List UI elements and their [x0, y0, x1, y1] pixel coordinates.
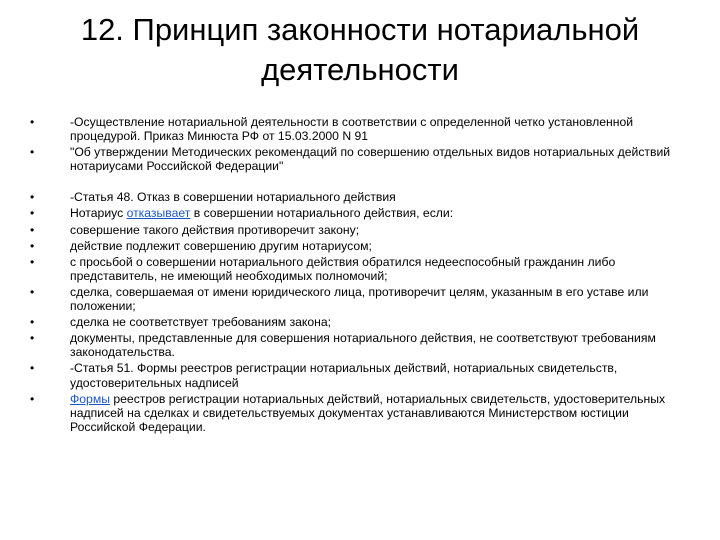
list-item-text: -Статья 51. Формы реестров регистрации нотариальных действий, нотариальных свидетельств, удостоверительных надписей — [70, 361, 618, 390]
bullet-icon: • — [30, 361, 35, 376]
list-item-incapacitated — [30, 255, 680, 283]
bullet-icon: • — [30, 238, 35, 253]
list-item-order-title — [30, 145, 680, 173]
slide-title-line-2: деятельности — [261, 52, 459, 87]
slide-title-line-1: 12. Принцип законности нотариальной — [80, 12, 640, 47]
list-item-notary-refuses — [30, 206, 680, 220]
list-item-text: действие подлежит совершению другим нотариусом; — [70, 238, 372, 253]
refuses-link[interactable]: отказывает — [126, 206, 191, 221]
list-item-text-after: в совершении нотариального действия, если: — [190, 206, 454, 221]
bullet-icon: • — [30, 254, 35, 269]
bullet-icon: • — [30, 145, 35, 160]
list-item-text: с просьбой о совершении нотариального действия обратился недееспособный гражданин либо представитель, не имеющий необходимых полномочий; — [70, 254, 616, 283]
list-item-documents — [30, 331, 680, 359]
list-item-text-before: Нотариус — [70, 206, 127, 221]
bullet-list — [30, 115, 680, 434]
bullet-icon: • — [30, 331, 35, 346]
list-item-text: совершение такого действия противоречит закону; — [70, 222, 360, 237]
bullet-icon: • — [30, 391, 35, 406]
bullet-icon: • — [30, 115, 35, 129]
list-item-article-51 — [30, 361, 680, 389]
bullet-icon: • — [30, 284, 35, 299]
forms-link[interactable]: Формы — [70, 391, 110, 406]
list-item-deal-noncompliant — [30, 315, 680, 329]
list-item-article-48 — [30, 190, 680, 204]
list-item-text: документы, представленные для совершения нотариального действия, не соответствуют требованиям законодательства. — [70, 331, 656, 360]
list-item-forms — [30, 392, 680, 434]
bullet-icon: • — [30, 315, 35, 330]
list-item-text-after: реестров регистрации нотариальных действий, нотариальных свидетельств, удостоверительных надписей на сделках и свидетельствуемых документах устанавливаются Министерством юстиции Российской Федерации. — [70, 391, 666, 434]
slide-title — [40, 10, 680, 90]
list-item-legal-entity — [30, 285, 680, 313]
list-item-text: "Об утверждении Методических рекомендаций по совершению отдельных видов нотариальных действий нотариусами Российской Федерации" — [70, 145, 671, 174]
bullet-icon: • — [30, 190, 35, 205]
list-item-text: -Статья 48. Отказ в совершении нотариального действия — [70, 190, 396, 205]
list-item-contradicts-law — [30, 223, 680, 237]
list-item-other-notary — [30, 239, 680, 253]
list-item-text: сделка не соответствует требованиям закона; — [70, 315, 332, 330]
bullet-icon: • — [30, 222, 35, 237]
list-item-text: -Осуществление нотариальной деятельности в соответствии с определенной четко установленной процедурой. Приказ Минюста РФ от 15.03.2000 N 91 — [70, 115, 634, 144]
bullet-icon: • — [30, 206, 35, 221]
list-item-procedure — [30, 115, 680, 143]
list-item-text: сделка, совершаемая от имени юридического лица, противоречит целям, указанным в его уставе или положении; — [70, 284, 649, 314]
